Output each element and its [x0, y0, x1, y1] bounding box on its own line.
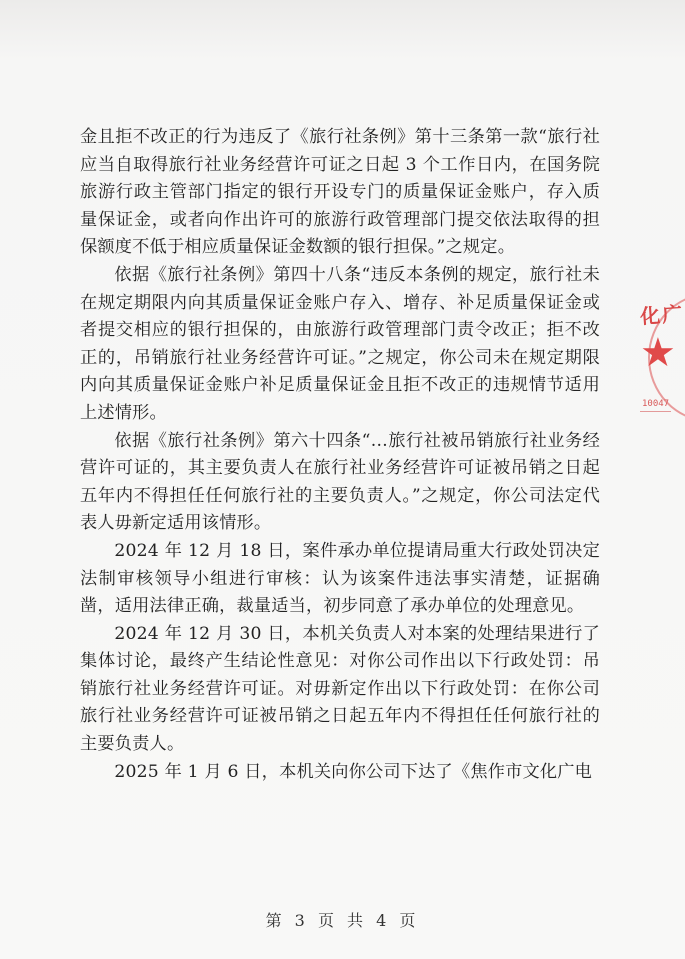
paragraph-6: 2025 年 1 月 6 日，本机关向你公司下达了《焦作市文化广电 [114, 761, 593, 782]
paragraph-5: 2024 年 12 月 30 日，本机关负责人对本案的处理结果进行了集体讨论，最终产生结论性意见：对你公司作出以下行政处罚：吊销旅行社业务经营许可证。对毋新定作出以下行政处罚：在你公司旅行社业务经营许可证被吊销之日起五年内不得担任任何旅行社的主要负责人。 [80, 623, 600, 755]
seal-text: 化广 [639, 301, 685, 329]
paragraph-4: 2024 年 12 月 18 日，案件承办单位提请局重大行政处罚决定法制审核领导小组进行审核：认为该案件违法事实清楚，证据确凿，适用法律正确，裁量适当，初步同意了承办单位的处理意见。 [80, 540, 600, 617]
paragraph-1: 金且拒不改正的行为违反了《旅行社条例》第十三条第一款“旅行社应当自取得旅行社业务经营许可证之日起 3 个工作日内，在国务院旅游行政主管部门指定的银行开设专门的质量保证金账户，存入质量保证金，或者向作出许可的旅游行政管理部门提交依法取得的担保额度不低于相应质量保证金数额的银行担保。”之规定。 [80, 127, 600, 258]
seal-star-icon: ★ [640, 330, 676, 376]
paragraph-2: 依据《旅行社条例》第四十八条“违反本条例的规定，旅行社未在规定期限内向其质量保证金账户存入、增存、补足质量保证金或者提交相应的银行担保的，由旅游行政管理部门责令改正；拒不改正的，吊销旅行社业务经营许可证。”之规定，你公司未在规定期限内向其质量保证金账户补足质量保证金且拒不改正的违规情节适用上述情形。 [80, 264, 600, 423]
seal-code: 10047 [640, 399, 671, 412]
paragraph-3: 依据《旅行社条例》第六十四条“…旅行社被吊销旅行社业务经营许可证的，其主要负责人在旅行社业务经营许可证被吊销之日起五年内不得担任任何旅行社的主要负责人。”之规定，你公司法定代表人毋新定适用该情形。 [80, 430, 600, 534]
official-seal-stamp [636, 285, 685, 435]
document-body [80, 124, 600, 786]
page-number-footer: 第 3 页 共 4 页 [265, 911, 420, 930]
